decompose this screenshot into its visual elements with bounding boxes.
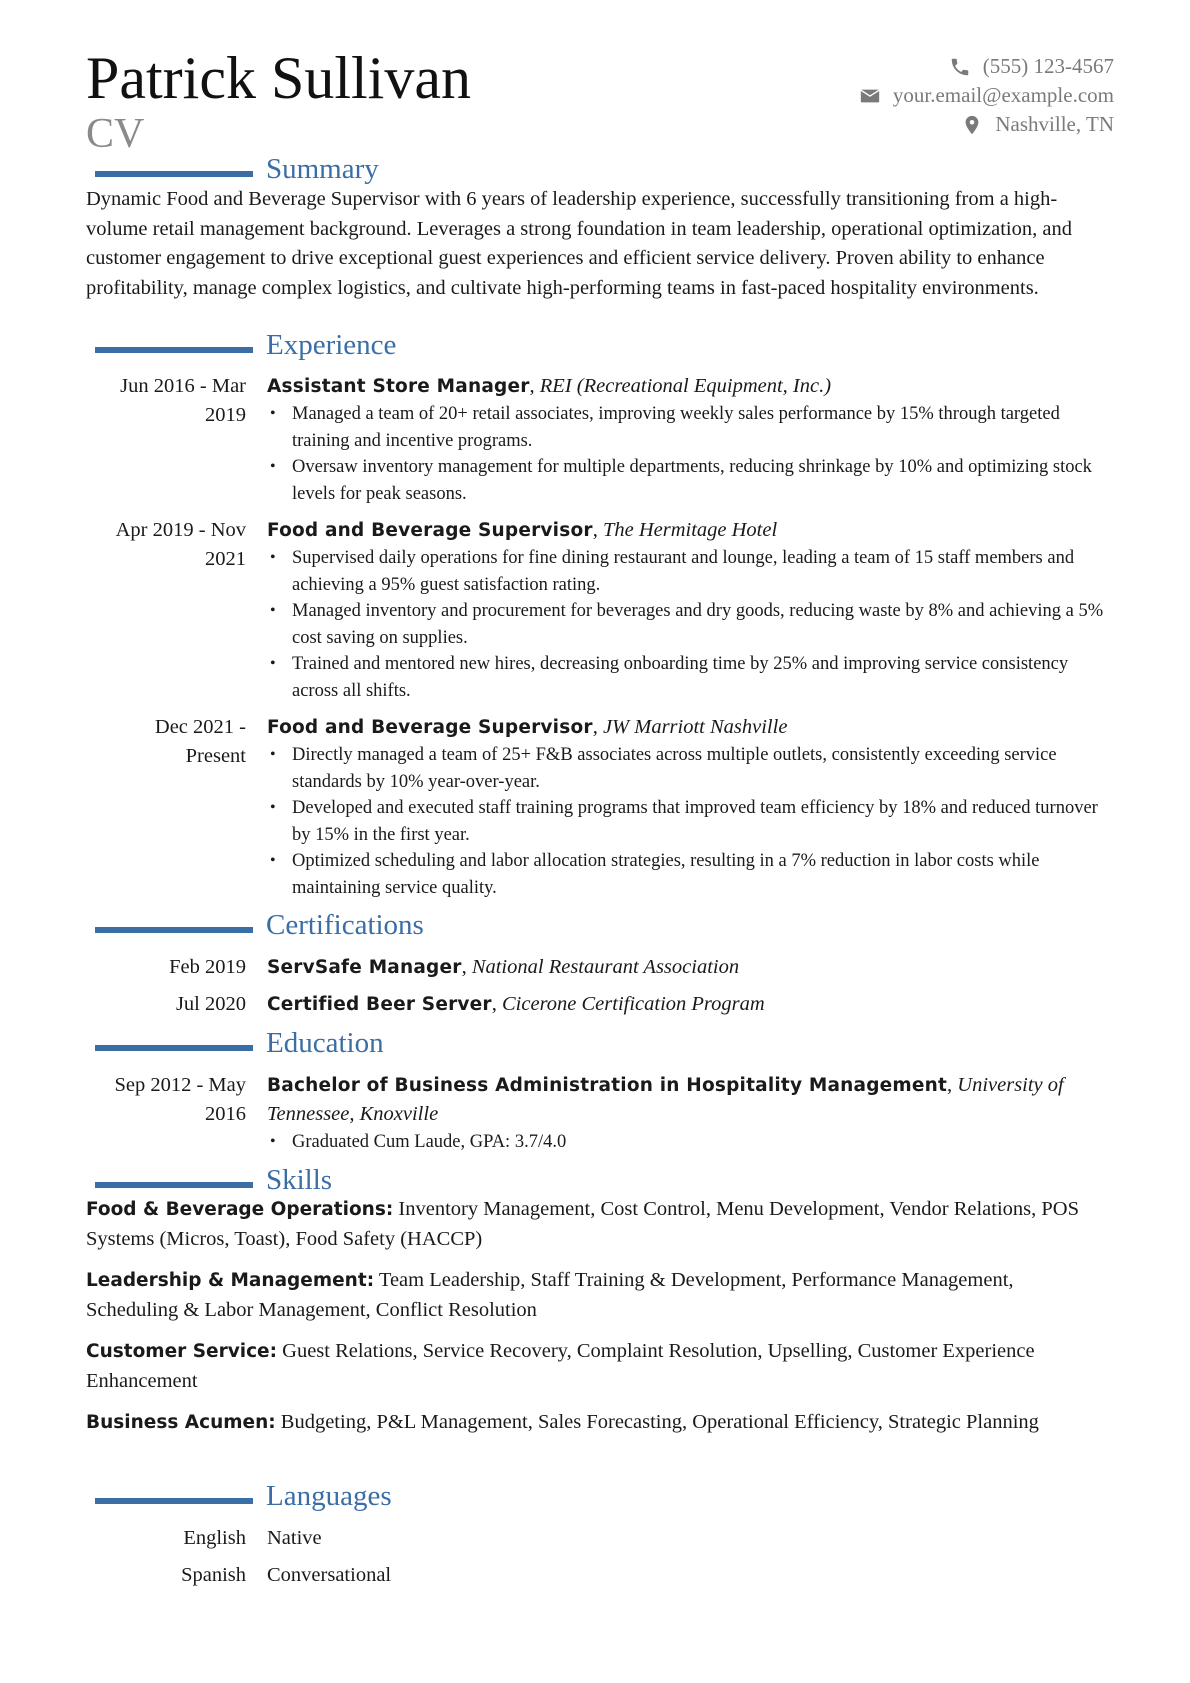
entry-date: Jul 2020	[175, 993, 246, 1015]
entry-heading: Assistant Store Manager, REI (Recreational Equipment, Inc.)	[267, 375, 832, 397]
skill-label: Customer Service:	[86, 1341, 278, 1362]
section-bar	[95, 1182, 253, 1188]
date-line: 2016	[205, 1103, 246, 1125]
entry-date	[86, 1071, 246, 1129]
entry-body	[267, 1071, 1110, 1156]
entry-body	[267, 372, 1110, 507]
date-line: 2019	[205, 404, 246, 426]
skill-label: Leadership & Management:	[86, 1270, 375, 1291]
bullet-list	[267, 1129, 1110, 1156]
language-name: Spanish	[181, 1564, 246, 1586]
section-bar	[95, 1498, 253, 1504]
bullet-item: • Managed inventory and procurement for beverages and dry goods, reducing waste by 8% and achieving a 5% cost saving on supplies.	[267, 598, 1110, 651]
section-bar	[95, 171, 253, 177]
certification-issuer: Cicerone Certification Program	[502, 993, 765, 1015]
entry-body	[267, 953, 1110, 982]
entry-heading: ServSafe Manager, National Restaurant Association	[267, 956, 740, 978]
school: University of Tennessee, Knoxville	[267, 1074, 1064, 1125]
language-row	[0, 1561, 1190, 1591]
skill-text: Guest Relations, Service Recovery, Complaint Resolution, Upselling, Customer Experience Enhancement	[86, 1340, 1035, 1392]
section-bar	[95, 1045, 253, 1051]
section-title: Languages	[266, 1480, 392, 1512]
entry-date	[86, 372, 246, 430]
bullet-list	[267, 401, 1110, 507]
section-bar	[95, 927, 253, 933]
section-title: Skills	[266, 1164, 333, 1196]
section-education	[0, 1027, 1190, 1065]
envelope-icon	[859, 85, 881, 107]
entry-body	[267, 713, 1110, 901]
job-title: Food and Beverage Supervisor	[267, 520, 593, 541]
bullet-item: • Directly managed a team of 25+ F&B associates across multiple outlets, consistently exceeding service standards by 10% year-over-year.	[267, 742, 1110, 795]
email-text: your.email@example.com	[892, 83, 1114, 107]
date-line: Sep 2012 - May	[114, 1074, 246, 1096]
bullet-item: • Trained and mentored new hires, decreasing onboarding time by 25% and improving service consistency across all shifts.	[267, 651, 1110, 704]
skill-label: Food & Beverage Operations:	[86, 1199, 394, 1220]
section-title: Certifications	[266, 909, 424, 941]
entry-date	[86, 516, 246, 574]
certification-name: Certified Beer Server	[267, 994, 492, 1015]
section-title: Experience	[266, 329, 397, 361]
skill-text: Team Leadership, Staff Training & Development, Performance Management, Scheduling & Labor Management, Conflict Resolution	[86, 1269, 1014, 1321]
language-name: English	[183, 1527, 246, 1549]
job-title: Assistant Store Manager	[267, 376, 530, 397]
entry-heading: Certified Beer Server, Cicerone Certification Program	[267, 993, 765, 1015]
bullet-item: • Optimized scheduling and labor allocation strategies, resulting in a 7% reduction in labor costs while maintaining service quality.	[267, 848, 1110, 901]
bullet-list	[267, 742, 1110, 901]
section-bar	[95, 347, 253, 353]
location-text: Nashville, TN	[995, 112, 1114, 136]
date-line: 2021	[205, 548, 246, 570]
job-title: Food and Beverage Supervisor	[267, 717, 593, 738]
employer: The Hermitage Hotel	[602, 519, 778, 541]
bullet-item: • Graduated Cum Laude, GPA: 3.7/4.0	[267, 1129, 1110, 1156]
skill-group	[86, 1337, 1110, 1396]
skill-text: Budgeting, P&L Management, Sales Forecasting, Operational Efficiency, Strategic Planning	[280, 1411, 1039, 1433]
language-row	[0, 1524, 1190, 1554]
skill-group	[86, 1408, 1110, 1438]
bullet-item: • Managed a team of 20+ retail associates, improving weekly sales performance by 15% through targeted training and incentive programs.	[267, 401, 1110, 454]
skill-text: Inventory Management, Cost Control, Menu Development, Vendor Relations, POS Systems (Micros, Toast), Food Safety (HACCP)	[86, 1198, 1079, 1250]
bullet-item: • Developed and executed staff training programs that improved team efficiency by 18% and reduced turnover by 15% in the first year.	[267, 795, 1110, 848]
employer: JW Marriott Nashville	[602, 716, 788, 738]
date-line: Apr 2019 - Nov	[115, 519, 246, 541]
contact-email[interactable]	[859, 81, 1114, 110]
entry-date	[86, 713, 246, 771]
contact-phone[interactable]	[859, 52, 1114, 81]
language-level: Conversational	[267, 1564, 392, 1586]
contact-block	[859, 52, 1114, 139]
date-line: Jun 2016 - Mar	[120, 375, 246, 397]
degree: Bachelor of Business Administration in Hospitality Management	[267, 1075, 948, 1096]
map-marker-icon	[961, 114, 983, 136]
certification-name: ServSafe Manager	[267, 957, 462, 978]
section-title: Education	[266, 1027, 384, 1059]
document-subtitle: CV	[86, 111, 145, 157]
entry-body	[267, 516, 1110, 704]
phone-icon	[949, 56, 971, 78]
summary-text: Dynamic Food and Beverage Supervisor with 6 years of leadership experience, successfully transitioning from a high-volume retail management background. Leverages a strong foundation in team leadership, operational optimization, and customer engagement to drive exceptional guest experiences and efficient service delivery. Proven ability to enhance profitability, manage complex logistics, and cultivate high-performing teams in fast-paced hospitality environments.	[86, 188, 1072, 299]
skill-group	[86, 1195, 1110, 1254]
bullet-item: • Oversaw inventory management for multiple departments, reducing shrinkage by 10% and optimizing stock levels for peak seasons.	[267, 454, 1110, 507]
bullet-item: • Supervised daily operations for fine dining restaurant and lounge, leading a team of 15 staff members and achieving a 95% guest satisfaction rating.	[267, 545, 1110, 598]
section-experience	[0, 329, 1190, 367]
skill-label: Business Acumen:	[86, 1412, 276, 1433]
section-languages	[0, 1480, 1190, 1518]
section-certifications	[0, 909, 1190, 947]
bullet-list	[267, 545, 1110, 704]
entry-heading: Food and Beverage Supervisor, JW Marriott Nashville	[267, 716, 788, 738]
candidate-name: Patrick Sullivan	[86, 45, 471, 111]
contact-location	[859, 110, 1114, 139]
entry-heading: Bachelor of Business Administration in Hospitality Management, University of Tennessee, Knoxville	[267, 1074, 1064, 1125]
employer: REI (Recreational Equipment, Inc.)	[539, 375, 832, 397]
entry-date: Feb 2019	[169, 956, 246, 978]
section-title: Summary	[266, 153, 379, 185]
certification-issuer: National Restaurant Association	[471, 956, 740, 978]
language-level: Native	[267, 1527, 322, 1549]
phone-text: (555) 123-4567	[982, 54, 1114, 78]
date-line: Dec 2021 -	[154, 716, 246, 738]
entry-heading: Food and Beverage Supervisor, The Hermitage Hotel	[267, 519, 778, 541]
date-line: Present	[185, 745, 246, 767]
entry-body	[267, 990, 1110, 1019]
skill-group	[86, 1266, 1110, 1325]
